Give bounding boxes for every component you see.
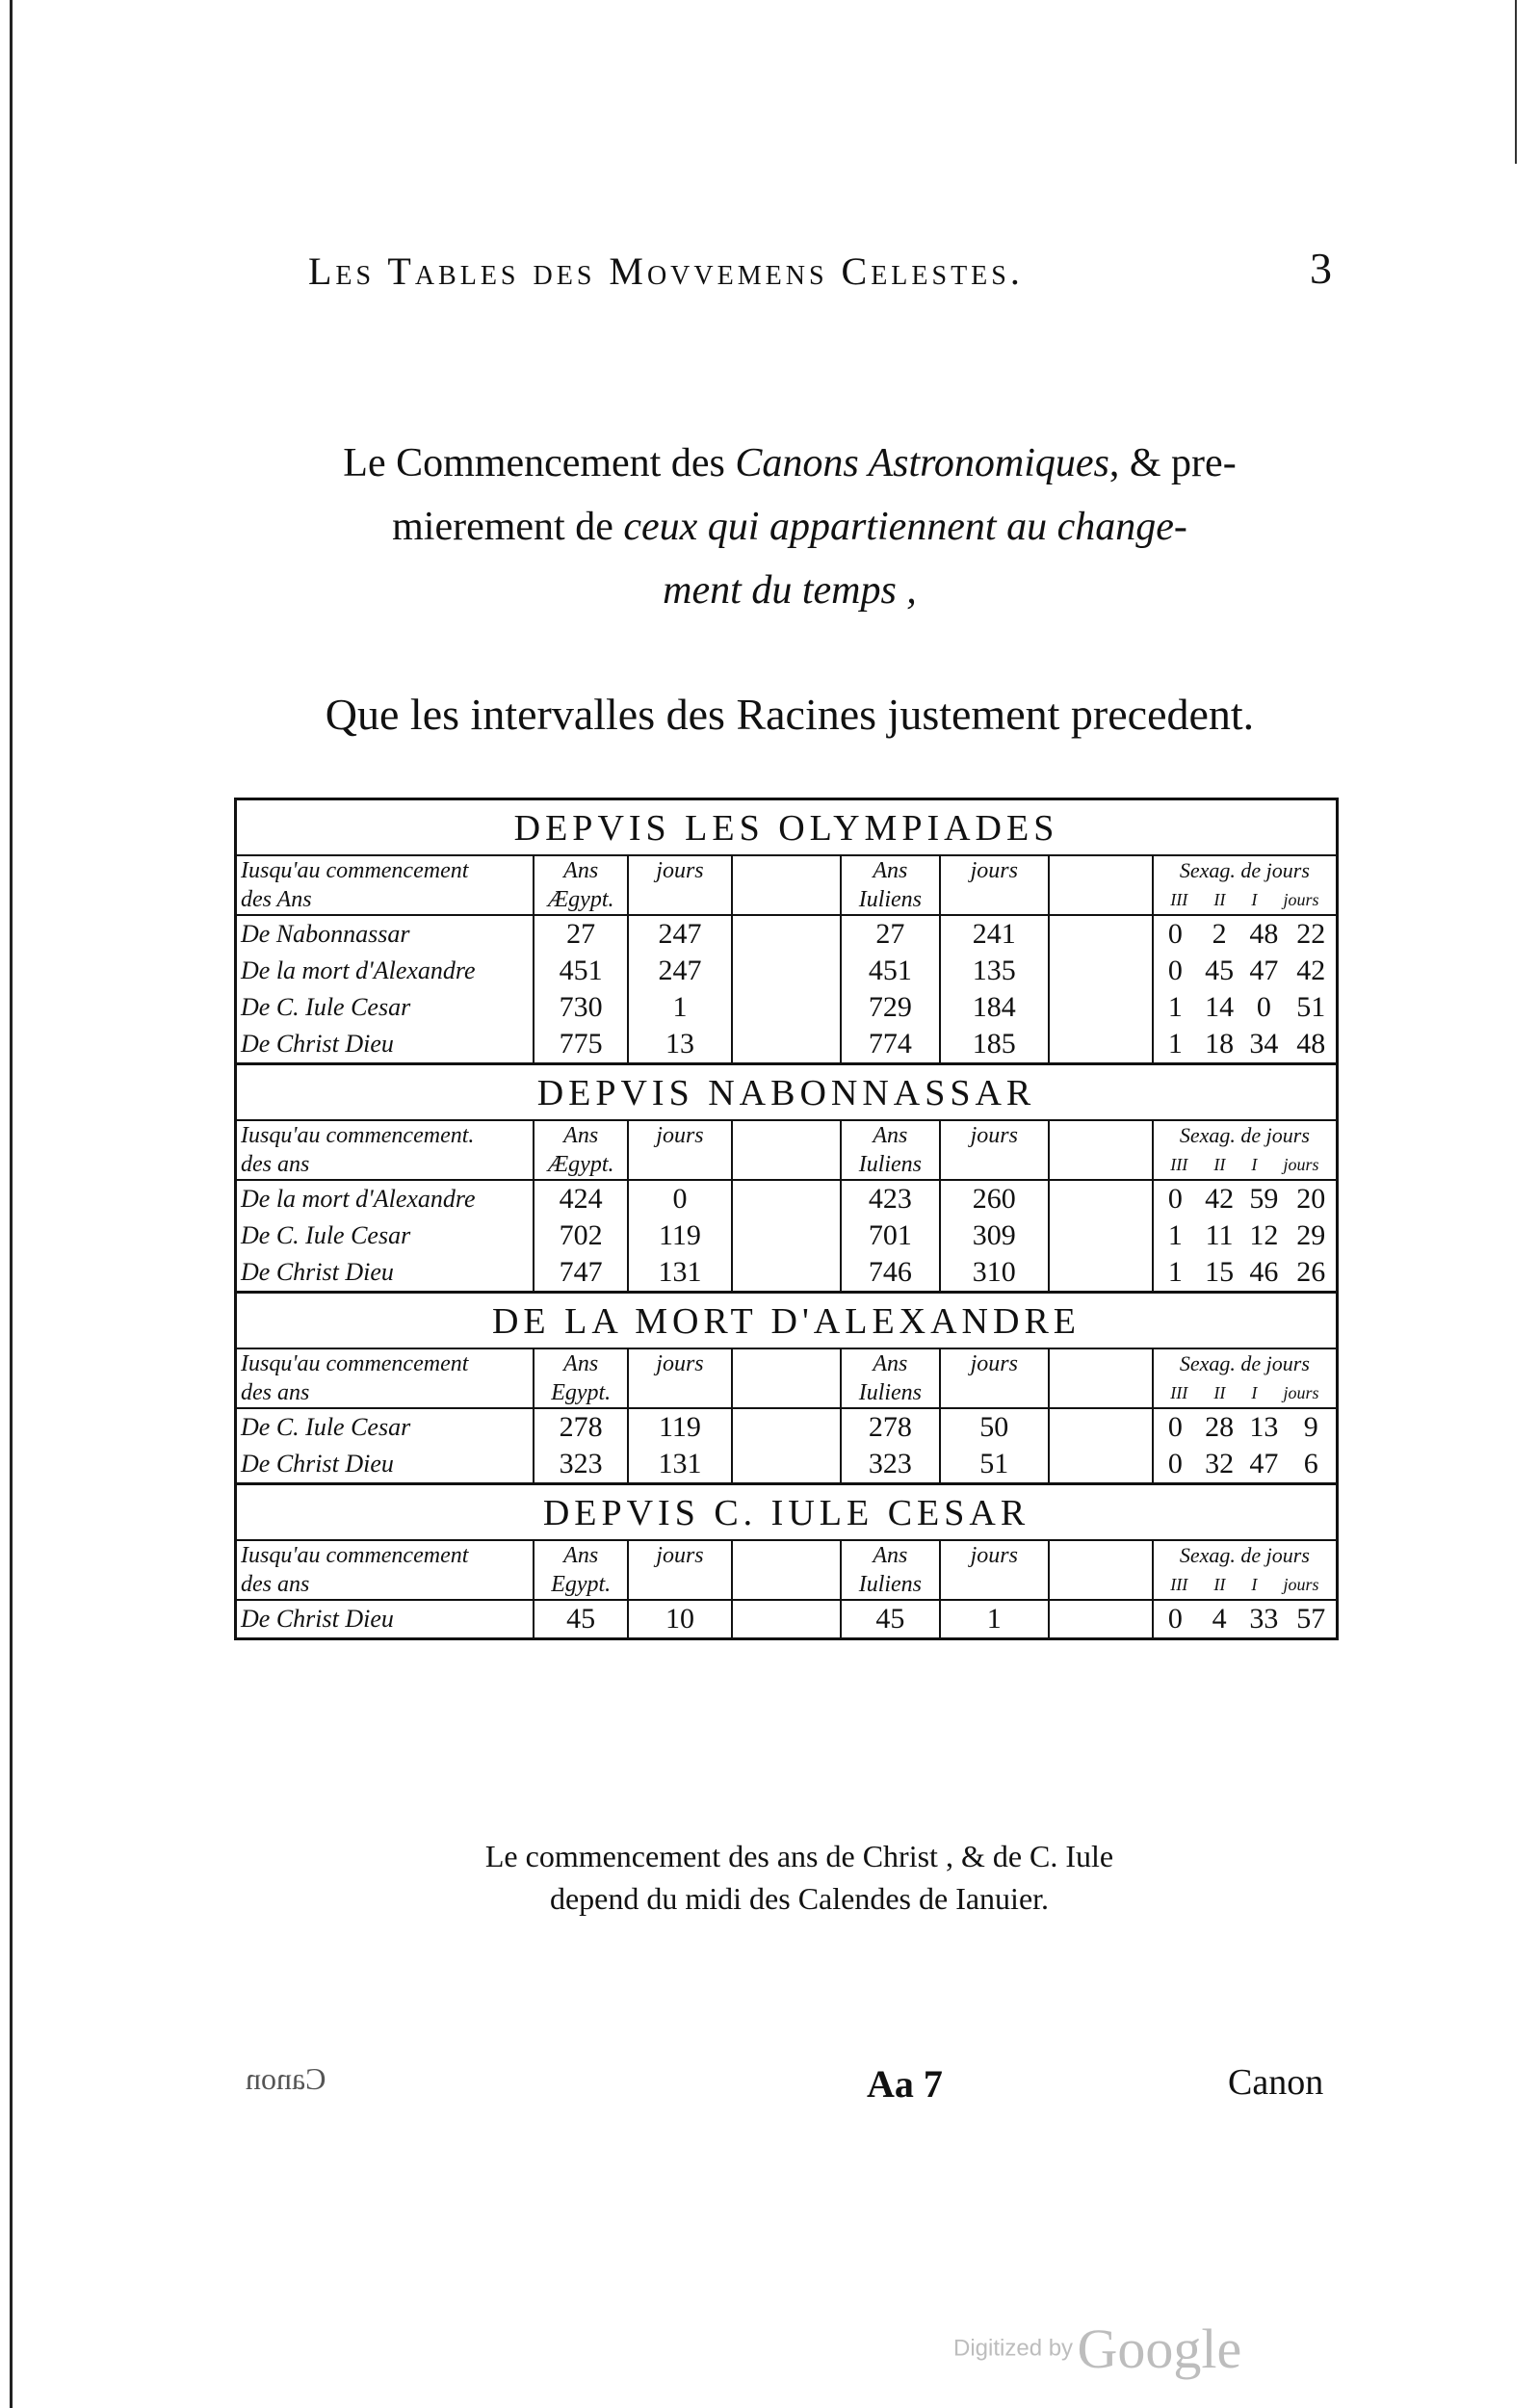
cell-sexag-1: 48 <box>1249 918 1279 950</box>
sexag-subcol: II <box>1213 1383 1226 1402</box>
table-heading: DEPVIS C. IULE CESAR <box>237 1482 1336 1541</box>
header-text: Sexag. de jours <box>1179 1123 1310 1147</box>
row-name: De Christ Dieu <box>237 1446 534 1482</box>
table-row <box>237 989 1336 1026</box>
sexag-subcols <box>1158 1570 1332 1599</box>
title-italic: ceux qui appartiennent au change- <box>623 505 1187 549</box>
cell-ans-egypt: 747 <box>534 1254 628 1291</box>
cell-sexag-days: 6 <box>1303 1448 1318 1479</box>
title-text: Le Commencement des <box>343 441 736 485</box>
header-jours: jours <box>628 1541 732 1600</box>
cell-ans-egypt: 730 <box>534 989 628 1026</box>
cell-jours-2: 135 <box>940 953 1049 989</box>
cell-sexag-2: 2 <box>1212 918 1227 950</box>
cell-sexag-1: 12 <box>1249 1219 1279 1251</box>
cell-blank <box>732 953 841 989</box>
header-text: Ægypt. <box>547 887 614 912</box>
cell-ans-iuliens: 45 <box>841 1600 940 1637</box>
footnote-line-1: Le commencement des ans de Christ , & de C. Iule <box>484 1839 1114 1873</box>
sexag-subcol: I <box>1251 1575 1258 1594</box>
header-jours-2: jours <box>940 1121 1049 1180</box>
cell-sexag-days: 48 <box>1296 1028 1326 1060</box>
header-blank <box>732 1541 841 1600</box>
cell-ans-iuliens: 323 <box>841 1446 940 1482</box>
header-sexag <box>1153 1121 1336 1180</box>
cell-jours-2: 260 <box>940 1180 1049 1217</box>
header-text: Egypt. <box>551 1572 612 1597</box>
header-text: Iuliens <box>858 1572 923 1597</box>
subtitle: Que les intervalles des Racines justement precedent. <box>325 690 1255 739</box>
row-name: De Christ Dieu <box>237 1600 534 1637</box>
cell-blank <box>1049 1217 1153 1254</box>
running-head: Les Tables des Movvemens Celestes. <box>308 249 1024 293</box>
cell-sexag-days: 42 <box>1296 955 1326 986</box>
sexag-subcol: I <box>1251 890 1258 909</box>
header-label-line: des ans <box>241 1572 310 1597</box>
cell-sexag-days: 29 <box>1296 1219 1326 1251</box>
table-header-row <box>237 1349 1336 1408</box>
section-title <box>260 432 1319 622</box>
header-label-line: des ans <box>241 1152 310 1177</box>
sexag-subcol: III <box>1170 890 1188 909</box>
title-line-1 <box>260 432 1319 495</box>
table-row <box>237 1180 1336 1217</box>
cell-ans-egypt: 278 <box>534 1408 628 1446</box>
header-jours: jours <box>628 856 732 915</box>
header-label-line: des Ans <box>241 887 312 912</box>
cell-sexag-1: 13 <box>1249 1411 1279 1443</box>
title-italic: Canons Astronomiques <box>735 441 1109 485</box>
cell-sexag-2: 11 <box>1205 1219 1234 1251</box>
header-text: Sexag. de jours <box>1179 858 1310 882</box>
cell-sexag-2: 14 <box>1205 991 1235 1023</box>
cell-sexag-3: 1 <box>1167 1219 1183 1251</box>
cell-sexag-days: 20 <box>1296 1183 1326 1215</box>
sexag-subcol: III <box>1170 1383 1188 1402</box>
cell-jours: 1 <box>628 989 732 1026</box>
watermark-logo: Google <box>1077 2317 1242 2380</box>
cell-ans-egypt: 323 <box>534 1446 628 1482</box>
cell-ans-egypt: 451 <box>534 953 628 989</box>
cell-blank <box>1049 915 1153 953</box>
cell-blank <box>1049 1180 1153 1217</box>
header-blank <box>732 1349 841 1408</box>
data-table <box>237 1541 1336 1637</box>
cell-blank <box>1049 1408 1153 1446</box>
cell-jours: 13 <box>628 1026 732 1062</box>
cell-jours: 247 <box>628 953 732 989</box>
data-table <box>237 856 1336 1062</box>
sexag-subcol: II <box>1213 1575 1226 1594</box>
cell-ans-iuliens: 746 <box>841 1254 940 1291</box>
header-blank <box>1049 1121 1153 1180</box>
cell-ans-iuliens: 774 <box>841 1026 940 1062</box>
header-text: Egypt. <box>551 1380 612 1405</box>
cell-blank <box>732 1254 841 1291</box>
header-label <box>237 1541 534 1600</box>
cell-blank <box>1049 1446 1153 1482</box>
cell-blank <box>732 1600 841 1637</box>
cell-sexag-3: 0 <box>1167 1603 1183 1635</box>
cell-jours-2: 309 <box>940 1217 1049 1254</box>
sexag-subcol: II <box>1213 890 1226 909</box>
header-blank <box>1049 1541 1153 1600</box>
header-text: Sexag. de jours <box>1179 1351 1310 1375</box>
sexag-subcol: I <box>1251 1155 1258 1174</box>
header-jours-2: jours <box>940 1349 1049 1408</box>
table-heading: DEPVIS LES OLYMPIADES <box>237 798 1336 856</box>
cell-jours: 0 <box>628 1180 732 1217</box>
header-text: Sexag. de jours <box>1179 1543 1310 1567</box>
table-section <box>234 1062 1339 1291</box>
cell-sexag-1: 46 <box>1249 1256 1279 1288</box>
header-ans-iuliens <box>841 1541 940 1600</box>
cell-ans-iuliens: 278 <box>841 1408 940 1446</box>
page-edge-right <box>1515 0 1517 164</box>
cell-sexag-3: 0 <box>1167 955 1183 986</box>
row-name: De C. Iule Cesar <box>237 1408 534 1446</box>
header-text: Ans <box>563 1351 599 1376</box>
sexag-subcol: III <box>1170 1575 1188 1594</box>
cell-jours-2: 184 <box>940 989 1049 1026</box>
header-text: Ans <box>563 858 599 883</box>
table-row <box>237 1446 1336 1482</box>
page-number: 3 <box>1310 244 1332 293</box>
cell-sexag-3: 0 <box>1167 1411 1183 1443</box>
row-name: De C. Iule Cesar <box>237 1217 534 1254</box>
cell-sexag-3: 0 <box>1167 918 1183 950</box>
sexag-subcol: jours <box>1283 1383 1319 1402</box>
cell-jours: 119 <box>628 1217 732 1254</box>
footnote <box>318 1835 1281 1920</box>
cell-sexag-days: 51 <box>1296 991 1326 1023</box>
header-blank <box>1049 1349 1153 1408</box>
table-row <box>237 1600 1336 1637</box>
cell-sexag-1: 47 <box>1249 1448 1279 1479</box>
cell-ans-iuliens: 423 <box>841 1180 940 1217</box>
header-text: Ans <box>873 1351 908 1376</box>
cell-blank <box>1049 953 1153 989</box>
cell-sexag-days: 9 <box>1303 1411 1318 1443</box>
cell-jours-2: 1 <box>940 1600 1049 1637</box>
table-header-row <box>237 1121 1336 1180</box>
cell-blank <box>732 989 841 1026</box>
signature-mark: Aa 7 <box>867 2062 943 2106</box>
cell-blank <box>1049 1254 1153 1291</box>
watermark-prefix: Digitized by <box>953 2335 1074 2362</box>
cell-blank <box>1049 1600 1153 1637</box>
header-text: Ans <box>563 1123 599 1148</box>
header-label <box>237 1349 534 1408</box>
table-header-row <box>237 856 1336 915</box>
table-heading: DE LA MORT D'ALEXANDRE <box>237 1291 1336 1349</box>
header-ans-egypt <box>534 1121 628 1180</box>
title-line-3: ment du temps , <box>663 568 917 613</box>
data-table <box>237 1349 1336 1482</box>
header-blank <box>732 856 841 915</box>
tables-container <box>234 798 1339 1640</box>
cell-sexag-2: 45 <box>1205 955 1235 986</box>
row-name: De Nabonnassar <box>237 915 534 953</box>
row-name: De la mort d'Alexandre <box>237 953 534 989</box>
header-text: Ans <box>563 1543 599 1568</box>
header-ans-egypt <box>534 856 628 915</box>
header-label-line: Iusqu'au commencement <box>241 1543 469 1568</box>
cell-blank <box>732 1026 841 1062</box>
title-text: mierement de <box>392 505 624 549</box>
cell-jours: 131 <box>628 1446 732 1482</box>
catchword: Canon <box>1228 2062 1324 2103</box>
sexag-subcol: jours <box>1283 1575 1319 1594</box>
cell-ans-egypt: 45 <box>534 1600 628 1637</box>
table-section <box>234 1482 1339 1637</box>
header-ans-iuliens <box>841 1121 940 1180</box>
header-ans-egypt <box>534 1349 628 1408</box>
cell-ans-egypt: 27 <box>534 915 628 953</box>
cell-sexag-1: 47 <box>1249 955 1279 986</box>
cell-sexag-2: 18 <box>1205 1028 1235 1060</box>
header-label <box>237 1121 534 1180</box>
sexag-subcols <box>1158 885 1332 914</box>
header-label <box>237 856 534 915</box>
footnote-line-2: depend du midi des Calendes de Ianuier. <box>549 1881 1050 1916</box>
sexag-subcol: jours <box>1283 890 1319 909</box>
header-jours: jours <box>628 1349 732 1408</box>
sexag-subcol: III <box>1170 1155 1188 1174</box>
header-text: Ægypt. <box>547 1152 614 1177</box>
page-edge-left <box>10 0 13 2408</box>
cell-jours: 119 <box>628 1408 732 1446</box>
cell-sexag-1: 59 <box>1249 1183 1279 1215</box>
cell-jours: 247 <box>628 915 732 953</box>
cell-blank <box>1049 989 1153 1026</box>
digitized-watermark <box>953 2316 1241 2381</box>
header-text: Iuliens <box>858 1380 923 1405</box>
row-name: De Christ Dieu <box>237 1026 534 1062</box>
cell-jours-2: 50 <box>940 1408 1049 1446</box>
cell-sexag-3: 1 <box>1167 1256 1183 1288</box>
cell-ans-egypt: 702 <box>534 1217 628 1254</box>
table-heading: DEPVIS NABONNASSAR <box>237 1062 1336 1121</box>
cell-sexag-1: 33 <box>1249 1603 1279 1635</box>
header-ans-egypt <box>534 1541 628 1600</box>
table-section <box>234 798 1339 1062</box>
cell-jours-2: 185 <box>940 1026 1049 1062</box>
cell-ans-egypt: 424 <box>534 1180 628 1217</box>
cell-ans-iuliens: 701 <box>841 1217 940 1254</box>
header-text: Ans <box>873 1543 908 1568</box>
sexag-subcol: jours <box>1283 1155 1319 1174</box>
cell-sexag-1: 34 <box>1249 1028 1279 1060</box>
bleed-through-text: Canon <box>246 2061 326 2096</box>
sexag-subcols <box>1158 1378 1332 1407</box>
cell-sexag-2: 4 <box>1212 1603 1227 1635</box>
table-row <box>237 1408 1336 1446</box>
cell-ans-egypt: 775 <box>534 1026 628 1062</box>
cell-sexag-1: 0 <box>1256 991 1271 1023</box>
cell-sexag-days: 26 <box>1296 1256 1326 1288</box>
cell-blank <box>732 1446 841 1482</box>
cell-blank <box>732 1180 841 1217</box>
cell-ans-iuliens: 27 <box>841 915 940 953</box>
cell-blank <box>1049 1026 1153 1062</box>
table-header-row <box>237 1541 1336 1600</box>
sexag-subcol: II <box>1213 1155 1226 1174</box>
row-name: De Christ Dieu <box>237 1254 534 1291</box>
cell-sexag-3: 1 <box>1167 1028 1183 1060</box>
sexag-subcol: I <box>1251 1383 1258 1402</box>
cell-blank <box>732 1217 841 1254</box>
sexag-subcols <box>1158 1150 1332 1179</box>
table-row <box>237 915 1336 953</box>
cell-sexag-2: 28 <box>1205 1411 1235 1443</box>
cell-jours-2: 310 <box>940 1254 1049 1291</box>
cell-sexag-2: 42 <box>1205 1183 1235 1215</box>
cell-sexag-3: 1 <box>1167 991 1183 1023</box>
cell-sexag-days: 22 <box>1296 918 1326 950</box>
title-text: , & pre- <box>1108 441 1237 485</box>
cell-jours-2: 51 <box>940 1446 1049 1482</box>
header-text: Iuliens <box>858 1152 923 1177</box>
cell-jours-2: 241 <box>940 915 1049 953</box>
header-text: Iuliens <box>858 887 923 912</box>
header-blank <box>732 1121 841 1180</box>
cell-ans-iuliens: 729 <box>841 989 940 1026</box>
table-bottom-rule <box>234 1637 1339 1640</box>
data-table <box>237 1121 1336 1291</box>
row-name: De la mort d'Alexandre <box>237 1180 534 1217</box>
header-label-line: Iusqu'au commencement. <box>241 1123 475 1148</box>
cell-jours: 10 <box>628 1600 732 1637</box>
cell-blank <box>732 915 841 953</box>
table-row <box>237 953 1336 989</box>
cell-sexag-2: 32 <box>1205 1448 1235 1479</box>
table-row <box>237 1254 1336 1291</box>
cell-sexag-3: 0 <box>1167 1183 1183 1215</box>
header-jours-2: jours <box>940 1541 1049 1600</box>
header-label-line: Iusqu'au commencement <box>241 1351 469 1376</box>
cell-jours: 131 <box>628 1254 732 1291</box>
cell-sexag-2: 15 <box>1205 1256 1235 1288</box>
header-label-line: des ans <box>241 1380 310 1405</box>
header-label-line: Iusqu'au commencement <box>241 858 469 883</box>
title-line-2 <box>260 495 1319 559</box>
cell-sexag-3: 0 <box>1167 1448 1183 1479</box>
table-section <box>234 1291 1339 1482</box>
header-ans-iuliens <box>841 856 940 915</box>
cell-ans-iuliens: 451 <box>841 953 940 989</box>
header-sexag <box>1153 1349 1336 1408</box>
cell-blank <box>732 1408 841 1446</box>
header-text: Ans <box>873 858 908 883</box>
cell-sexag-days: 57 <box>1296 1603 1326 1635</box>
header-text: Ans <box>873 1123 908 1148</box>
row-name: De C. Iule Cesar <box>237 989 534 1026</box>
header-blank <box>1049 856 1153 915</box>
header-sexag <box>1153 1541 1336 1600</box>
table-row <box>237 1217 1336 1254</box>
header-jours: jours <box>628 1121 732 1180</box>
header-jours-2: jours <box>940 856 1049 915</box>
header-ans-iuliens <box>841 1349 940 1408</box>
header-sexag <box>1153 856 1336 915</box>
table-row <box>237 1026 1336 1062</box>
